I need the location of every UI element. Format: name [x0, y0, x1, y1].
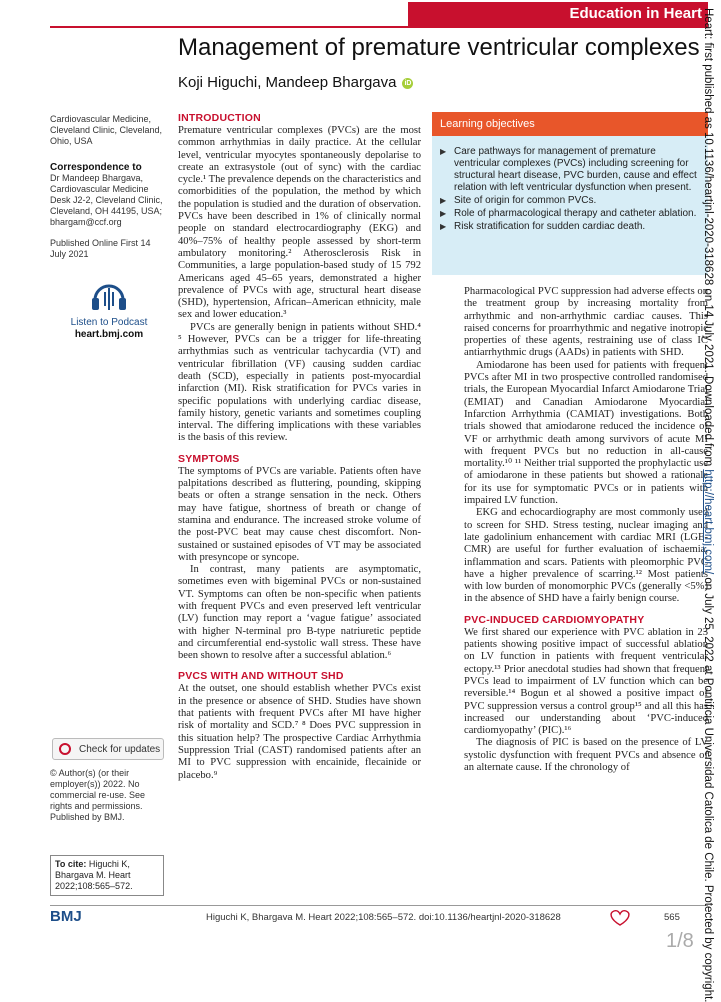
cite-box	[50, 855, 164, 896]
affiliation: Cardiovascular Medicine, Cleveland Clinic, Cleveland, Ohio, USA	[50, 114, 163, 146]
introduction-heading: INTRODUCTION	[178, 112, 261, 124]
pic-paragraph-2: The diagnosis of PIC is based on the presence of LV systolic dysfunction with frequent PVCs and absence of an alternate cause. If the chronology of	[464, 737, 708, 773]
banner-rule	[50, 26, 708, 28]
pic-paragraph-1: We first shared our experience with PVC ablation in 23 patients showing positive impact of successful ablation on LV function in patients with frequent ventricular ectopy.¹³ Prior anecdotal studies had shown that frequent PVCs lead to impairment of LV function which can be reversible.¹⁴ Bogun et al showed a positive impact of PVC suppression versus a control group¹⁵ and all this has increased our understanding about ‘PVC-induced cardiomyopathy’ (PIC).¹⁶	[464, 626, 708, 737]
learning-objectives-box	[432, 112, 708, 275]
podcast-url[interactable]: heart.bmj.com	[74, 329, 144, 340]
correspondence	[50, 162, 168, 228]
intro-paragraph-2: PVCs are generally benign in patients without SHD.⁴ ⁵ However, PVCs can be a trigger for life-threating arrhythmias such as ventricular tachycardia (VT) and ventricular fibrillation (VF) causing sudden cardiac death (SCD), especially in patients post-myocardial infarction (MI). Risk stratification for PVCs varies in specific populations with underlying cardiac disease, family history, genetic variants and sometimes coupling interval. The differing implications with these variables is the basis of this review.	[178, 321, 421, 444]
intro-paragraph-1: Premature ventricular complexes (PVCs) are the most common arrhythmias in daily practice. At the cellular level, ventricular myocytes spontaneously depolarise to create an extrasystole (out of sync) with the cardiac cycle.¹ The prevalence depends on the characteristics and comorbidities of the population, the method by which the population is studied and the duration of observation. PVCs have been described in 1% of clinically normal people on standard electrocardiography (EKG) and 40%–75% of healthy people assessed by short-term ambulatory monitoring.² Atherosclerosis Risk in Communities, a large population-based study of 15 792 Americans aged 45–65 years, demonstrated a higher prevalence of PVCs with age, structural heart disease (SHD), hypertension, African–American ethnicity, male sex and lower education.³	[178, 125, 421, 321]
cite-heading: To cite:	[55, 859, 87, 869]
page-indicator: 1/8	[666, 930, 694, 952]
author-line	[178, 74, 413, 91]
heart-journal-link[interactable]: http://heart.bmj.com/	[702, 469, 714, 575]
article-title: Management of premature ventricular complexes	[178, 34, 700, 61]
shd-paragraph-1: At the outset, one should establish whether PVCs exist in the presence or absence of SHD. Studies have shown that patients with frequent PVCs after MI have higher risk of mortality and SCD.⁷ ⁸ Does PVC suppression in this situation help? The prospective Cardiac Arrhythmia Suppression Trial (CAST) randomised patients after an MI to PVC suppression with encainide, flecainide or placebo.⁹	[178, 683, 421, 781]
check-for-updates-label: Check for updates	[79, 744, 161, 755]
shd-heading: PVCS WITH AND WITHOUT SHD	[178, 670, 344, 683]
list-item: ▶ Risk stratification for sudden cardiac death.	[440, 221, 702, 233]
learning-objectives-list	[440, 146, 702, 234]
correspondence-heading: Correspondence to	[50, 162, 142, 173]
publisher-logo: BMJ	[50, 908, 82, 925]
list-item: ▶ Role of pharmacological therapy and catheter ablation.	[440, 208, 702, 220]
podcast-link[interactable]	[50, 278, 168, 341]
authors: Koji Higuchi, Mandeep Bhargava	[178, 74, 397, 91]
column-2-paragraph-2: Amiodarone has been used for patients with frequent PVCs after MI in two prospective controlled randomised trials, the European Myocardial Infarct Amiodarone Trial (EMIAT) and Canadian Amiodarone Myocardial Infarction Arrhythmia (CAMIAT) investigations. Both trials showed that amiodarone reduced the incidence of VF or arrhythmic death among survivors of acute MI with frequent PVCs but no reduction in all-cause mortality.¹⁰ ¹¹ Neither trial supported the prophylactic use of amiodarone in these patients but showed a rationale for its use for symptomatic PVCs or in patients with impaired LV function.	[464, 359, 708, 507]
column-2	[464, 286, 708, 774]
download-notice-prefix: Heart: first published as 10.1136/heartjnl-2020-318628 on 14 July 2021. Downloaded from	[702, 8, 714, 470]
learning-objectives-heading: Learning objectives	[432, 112, 708, 136]
society-heart-icon	[606, 908, 634, 928]
section-banner: Education in Heart	[408, 2, 708, 26]
update-icon	[59, 743, 71, 755]
page-number: 565	[664, 912, 680, 923]
footer-rule	[50, 905, 708, 906]
list-item: ▶ Care pathways for management of premature ventricular complexes (PVCs) including screening for structural heart disease, PVC burden, cause and effect relation with left ventricular dysfunction when present.	[440, 146, 702, 194]
column-2-paragraph-3: EKG and echocardiography are most commonly used to screen for SHD. Stress testing, nuclear imaging and late gadolinium enhancement with cardiac MRI (LGE-CMR) are useful for further evaluation of ischaemia, inflammation and scars. Patients with pleomorphic PVC have a higher prevalence of scarring.¹² Most patients with low burden of monomorphic PVCs (generally <5%) in the absence of SHD have a fairly benign course.	[464, 507, 708, 605]
podcast-label: Listen to Podcast	[70, 317, 148, 328]
check-for-updates-button[interactable]	[52, 738, 164, 760]
published-date: Published Online First 14 July 2021	[50, 238, 151, 259]
list-item: ▶ Site of origin for common PVCs.	[440, 195, 702, 207]
pic-heading: PVC-INDUCED CARDIOMYOPATHY	[464, 613, 645, 626]
column-1	[178, 112, 421, 782]
column-2-paragraph-1: Pharmacological PVC suppression had adverse effects on the treatment group by increasing mortality from arrhythmic and non-arrhythmic cardiac causes. This raised concerns for proarrhythmic and negative inotropic properties of these agents, restraining use of class IC antiarrhythmic drugs (AADs) in patients with SHD.	[464, 286, 708, 359]
cite-body: Higuchi K, Bhargava M. Heart 2022;108:565–572.	[55, 859, 133, 891]
copyright-note: © Author(s) (or their employer(s)) 2022. No commercial re-use. See rights and permissions. Published by BMJ.	[50, 768, 146, 822]
footer-citation: Higuchi K, Bhargava M. Heart 2022;108:565–572. doi:10.1136/heartjnl-2020-318628	[206, 912, 561, 923]
symptoms-paragraph-1: The symptoms of PVCs are variable. Patients often have palpitations described as fluttering, pounding, skipping beats or often a strange sensation in the neck. Others may have fatigue, shortness of breath or change of stamina and endurance. The increased stroke volume of the post-PVC beat may cause chest discomfort. Non-sustained or sustained episodes of VT may be associated with presyncope or syncope.	[178, 465, 421, 563]
correspondence-body: Dr Mandeep Bhargava, Cardiovascular Medicine Desk J2-2, Cleveland Clinic, Cleveland, OH 44195, USA; bhargam@ccf.org	[50, 173, 163, 227]
download-notice-suffix: on July 25, 2022 at Pontificia Universidad Catolica de Chile. Protected by copyright.	[702, 574, 714, 1002]
download-notice	[696, 8, 714, 1002]
podcast-icon	[89, 278, 129, 312]
symptoms-paragraph-2: In contrast, many patients are asymptomatic, sometimes even with bigeminal PVCs or non-sustained VT. Symptoms can often be non-specific when patients with frequent PVCs and even preserved left ventricular (LV) function may report a ‘vague fatigue’ associated with higher N-terminal pro B-type natriuretic peptide and circumferential end-systolic wall stress. These have been shown to resolve after a successful ablation.⁶	[178, 564, 421, 662]
orcid-icon[interactable]: iD	[404, 79, 412, 87]
symptoms-heading: SYMPTOMS	[178, 452, 240, 465]
